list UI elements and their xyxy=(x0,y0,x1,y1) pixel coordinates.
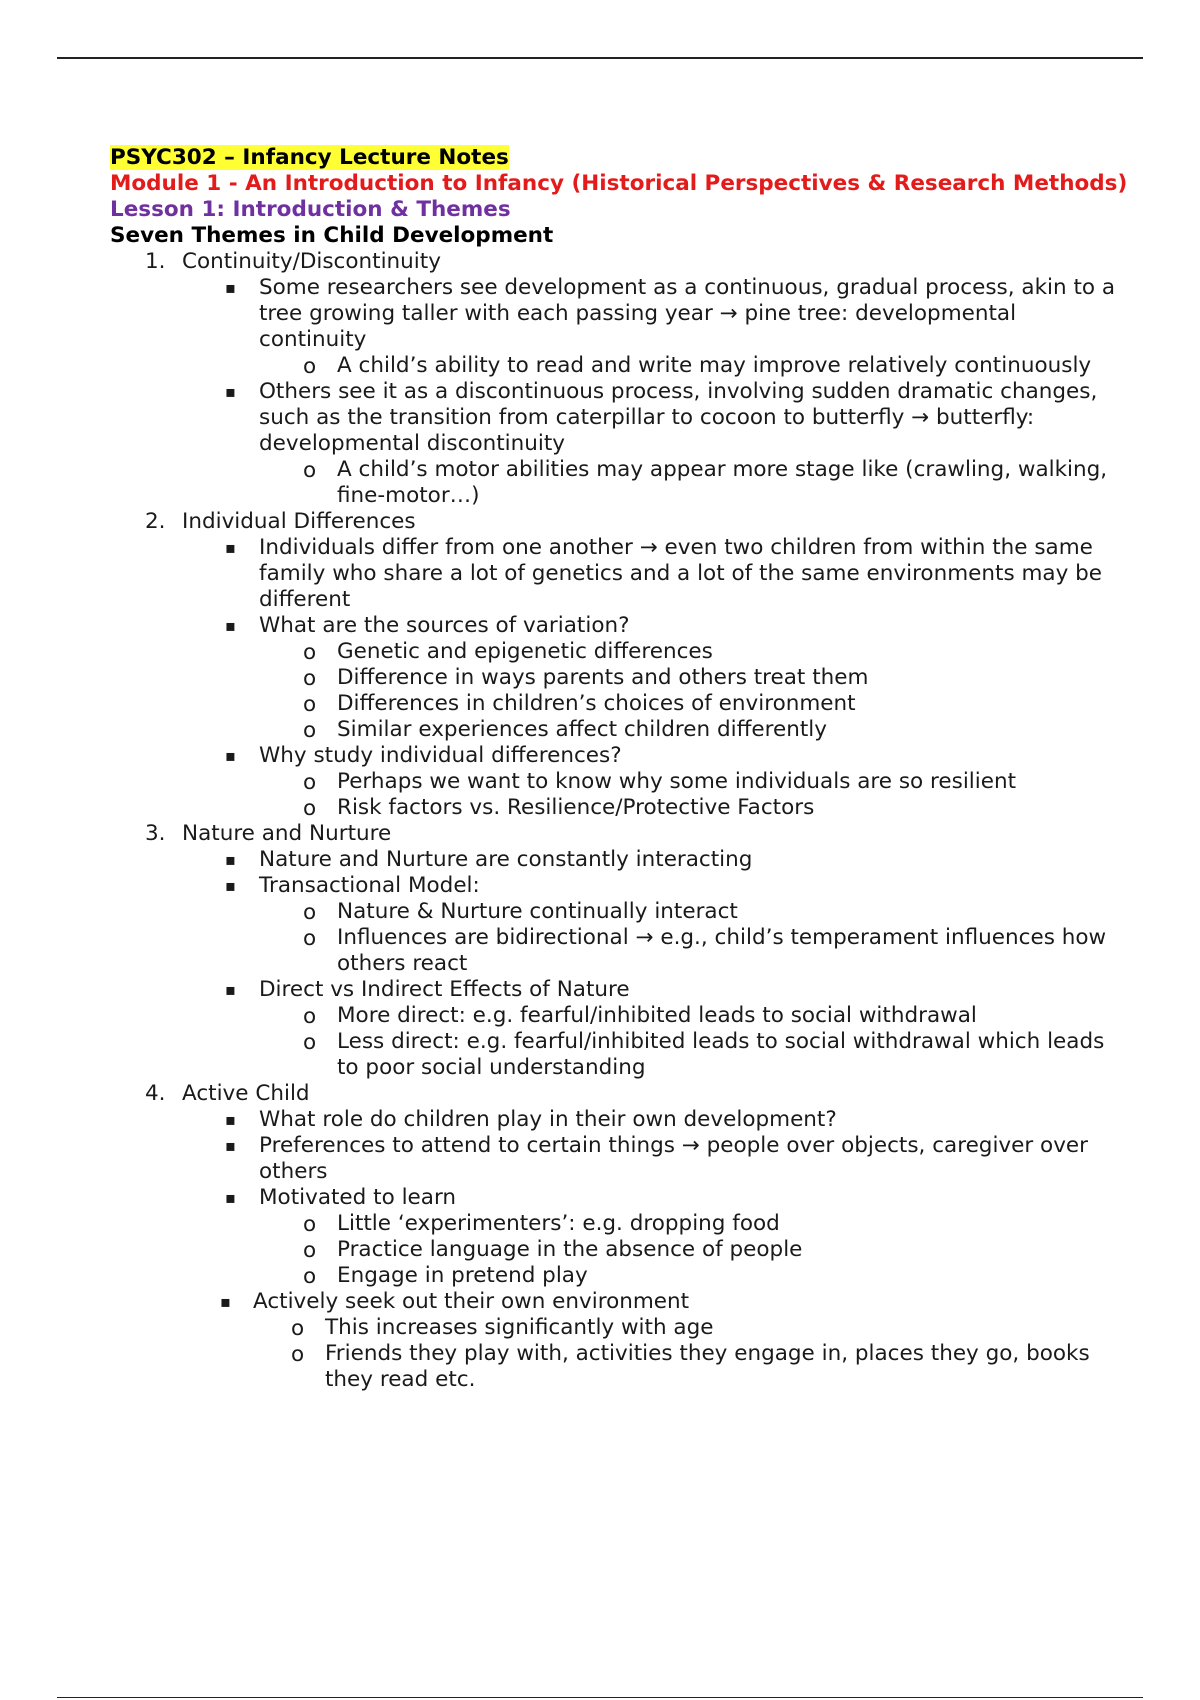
square-bullet-icon: ▪ xyxy=(225,1110,236,1129)
bullet-text: Why study individual differences? xyxy=(259,743,622,768)
sub-bullet-point xyxy=(104,1341,1130,1393)
sub-bullet-text: More direct: e.g. fearful/inhibited leads to social withdrawal xyxy=(337,1003,977,1028)
sub-bullet-text: Similar experiences affect children differently xyxy=(337,717,827,742)
document-body xyxy=(110,145,1130,1393)
bullet-text: Others see it as a discontinuous process, involving sudden dramatic changes, such as the transition from caterpillar to cocoon to butterfly → butterfly: developmental discontinuity xyxy=(259,379,1098,456)
top-rule xyxy=(57,57,1143,59)
sub-bullet-point xyxy=(110,899,1130,925)
bullet-text: Nature and Nurture are constantly interacting xyxy=(259,847,753,872)
bullet-point xyxy=(110,977,1130,1081)
document-title: PSYC302 – Infancy Lecture Notes xyxy=(110,145,509,170)
sub-bullet-point xyxy=(110,1003,1130,1029)
theme-title: Active Child xyxy=(182,1081,310,1106)
circle-bullet-icon: o xyxy=(303,666,317,691)
circle-bullet-icon: o xyxy=(303,796,317,821)
bullet-text: Direct vs Indirect Effects of Nature xyxy=(259,977,630,1002)
theme-number: 2. xyxy=(145,509,166,534)
module-heading: Module 1 - An Introduction to Infancy (Historical Perspectives & Research Methods) xyxy=(110,171,1128,196)
square-bullet-icon: ▪ xyxy=(225,382,236,401)
bullet-point xyxy=(110,743,1130,821)
square-bullet-icon: ▪ xyxy=(225,746,236,765)
theme-title: Individual Differences xyxy=(182,509,416,534)
square-bullet-icon: ▪ xyxy=(225,980,236,999)
sub-bullet-text: Practice language in the absence of people xyxy=(337,1237,803,1262)
sub-bullet-point xyxy=(110,769,1130,795)
theme-item xyxy=(110,249,1130,509)
sub-bullet-point xyxy=(110,1263,1130,1289)
bullet-point xyxy=(110,379,1130,509)
square-bullet-icon: ▪ xyxy=(225,278,236,297)
sub-bullet-point xyxy=(110,1211,1130,1237)
circle-bullet-icon: o xyxy=(303,640,317,665)
sub-bullet-text: Friends they play with, activities they engage in, places they go, books they read etc. xyxy=(325,1341,1090,1392)
bullet-text: What are the sources of variation? xyxy=(259,613,630,638)
bullet-text: What role do children play in their own development? xyxy=(259,1107,837,1132)
sub-bullet-point xyxy=(110,795,1130,821)
sub-bullet-text: This increases significantly with age xyxy=(325,1315,714,1340)
sub-bullet-point xyxy=(110,925,1130,977)
bullet-point xyxy=(110,847,1130,873)
sub-bullet-point xyxy=(110,665,1130,691)
bullet-point xyxy=(110,873,1130,977)
bullet-point xyxy=(110,1133,1130,1185)
bullet-text: Preferences to attend to certain things → people over objects, caregiver over others xyxy=(259,1133,1088,1184)
sub-bullet-text: Risk factors vs. Resilience/Protective Factors xyxy=(337,795,815,820)
bullet-text: Actively seek out their own environment xyxy=(253,1289,690,1314)
square-bullet-icon: ▪ xyxy=(225,1188,236,1207)
theme-number: 1. xyxy=(145,249,166,274)
bullet-text: Transactional Model: xyxy=(259,873,480,898)
theme-title: Continuity/Discontinuity xyxy=(182,249,441,274)
circle-bullet-icon: o xyxy=(303,718,317,743)
sub-bullet-text: Engage in pretend play xyxy=(337,1263,588,1288)
sub-bullet-point xyxy=(110,639,1130,665)
circle-bullet-icon: o xyxy=(303,692,317,717)
sub-bullet-text: Nature & Nurture continually interact xyxy=(337,899,738,924)
circle-bullet-icon: o xyxy=(291,1316,305,1341)
square-bullet-icon: ▪ xyxy=(225,538,236,557)
bullet-point xyxy=(110,1107,1130,1133)
circle-bullet-icon: o xyxy=(303,926,317,951)
sub-bullet-point xyxy=(110,1237,1130,1263)
circle-bullet-icon: o xyxy=(303,458,317,483)
sub-bullet-point xyxy=(110,1029,1130,1081)
bullet-text: Individuals differ from one another → even two children from within the same family who share a lot of genetics and a lot of the same environments may be different xyxy=(259,535,1103,612)
circle-bullet-icon: o xyxy=(303,1238,317,1263)
circle-bullet-icon: o xyxy=(303,900,317,925)
sub-bullet-text: Difference in ways parents and others treat them xyxy=(337,665,869,690)
sub-bullet-point xyxy=(110,691,1130,717)
sub-bullet-point xyxy=(110,457,1130,509)
sub-bullet-text: Little ‘experimenters’: e.g. dropping food xyxy=(337,1211,780,1236)
lesson-heading: Lesson 1: Introduction & Themes xyxy=(110,197,511,222)
sub-bullet-text: Influences are bidirectional → e.g., child’s temperament influences how others react xyxy=(337,925,1107,976)
theme-item xyxy=(110,821,1130,1081)
bullet-text: Motivated to learn xyxy=(259,1185,457,1210)
section-heading: Seven Themes in Child Development xyxy=(110,223,554,248)
circle-bullet-icon: o xyxy=(303,1004,317,1029)
theme-number: 3. xyxy=(145,821,166,846)
sub-bullet-point xyxy=(110,353,1130,379)
theme-title: Nature and Nurture xyxy=(182,821,392,846)
sub-bullet-text: Less direct: e.g. fearful/inhibited leads to social withdrawal which leads to poor social understanding xyxy=(337,1029,1105,1080)
square-bullet-icon: ▪ xyxy=(225,616,236,635)
circle-bullet-icon: o xyxy=(303,354,317,379)
bottom-rule xyxy=(57,1697,1143,1698)
bullet-point xyxy=(110,535,1130,613)
sub-bullet-text: Differences in children’s choices of environment xyxy=(337,691,856,716)
sub-bullet-point xyxy=(104,1315,1130,1341)
circle-bullet-icon: o xyxy=(303,1264,317,1289)
circle-bullet-icon: o xyxy=(303,1030,317,1055)
circle-bullet-icon: o xyxy=(303,1212,317,1237)
themes-list xyxy=(110,249,1130,1393)
theme-number: 4. xyxy=(145,1081,166,1106)
bullet-point xyxy=(110,1185,1130,1289)
theme-item xyxy=(110,1081,1130,1393)
theme-item xyxy=(110,509,1130,821)
square-bullet-icon: ▪ xyxy=(225,1136,236,1155)
circle-bullet-icon: o xyxy=(291,1342,305,1367)
sub-bullet-text: Perhaps we want to know why some individuals are so resilient xyxy=(337,769,1017,794)
bullet-text: Some researchers see development as a continuous, gradual process, akin to a tree growing taller with each passing year → pine tree: developmental continuity xyxy=(259,275,1116,352)
square-bullet-icon: ▪ xyxy=(225,876,236,895)
sub-bullet-text: A child’s motor abilities may appear more stage like (crawling, walking, fine-motor…) xyxy=(337,457,1108,508)
square-bullet-icon: ▪ xyxy=(220,1292,231,1311)
bullet-point xyxy=(110,613,1130,743)
bullet-point xyxy=(110,1289,1130,1393)
square-bullet-icon: ▪ xyxy=(225,850,236,869)
bullet-point xyxy=(110,275,1130,379)
sub-bullet-point xyxy=(110,717,1130,743)
sub-bullet-text: A child’s ability to read and write may improve relatively continuously xyxy=(337,353,1092,378)
circle-bullet-icon: o xyxy=(303,770,317,795)
sub-bullet-text: Genetic and epigenetic differences xyxy=(337,639,713,664)
